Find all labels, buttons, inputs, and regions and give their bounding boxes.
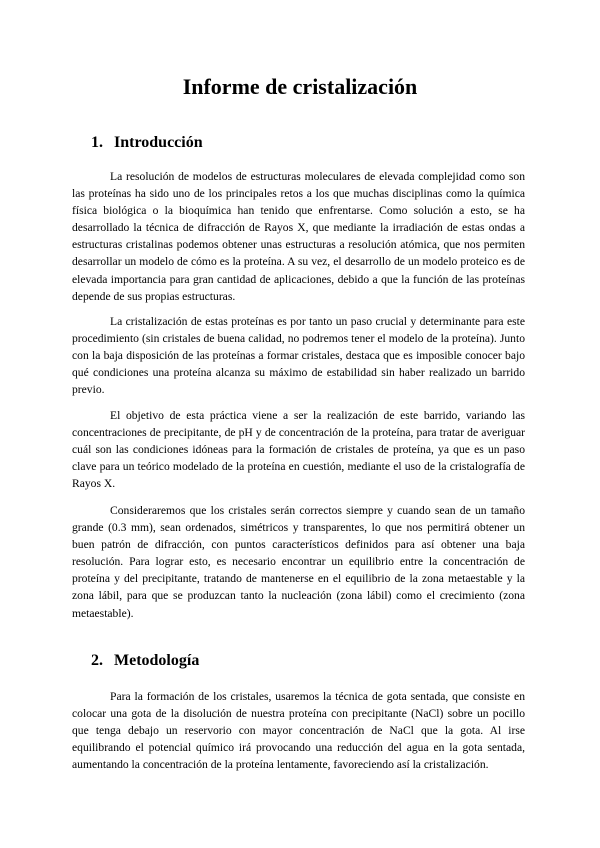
paragraph: El objetivo de esta práctica viene a ser la realización de este barrido, variando las concentraciones de precipitante, de pH y de concentración de la proteína, para tratar de averiguar cuál son las condiciones idóneas para la formación de cristales de proteína, ya que es un paso clave para un teórico modelado de la proteína en cuestión, mediante el uso de la cristalografía de Rayos X. bbox=[72, 409, 525, 491]
section-number: 1. bbox=[91, 134, 103, 151]
section-number: 2. bbox=[91, 652, 103, 669]
paragraph: La cristalización de estas proteínas es por tanto un paso crucial y determinante para este procedimiento (sin cristales de buena calidad, no podremos tener el modelo de la proteína). Junto con la baja disposición de las proteínas a formar cristales, destaca que es imposible conocer bajo qué condiciones una proteína alcanza su máximo de estabilidad sin haber realizado un barrido previo. bbox=[72, 315, 525, 397]
paragraph: Para la formación de los cristales, usaremos la técnica de gota sentada, que consiste en colocar una gota de la disolución de nuestra proteína con precipitante (NaCl) sobre un pocillo que tenga debajo un reservorio con mayor concentración de NaCl que la gota. Al irse equilibrando el potencial químico irá provocando una reducción del agua en la gota sentada, aumentando la concentración de la proteína lentamente, favoreciendo así la cristalización. bbox=[72, 690, 525, 772]
section-title: Introducción bbox=[114, 134, 203, 151]
section-title: Metodología bbox=[114, 652, 200, 669]
document-title: Informe de cristalización bbox=[182, 74, 418, 99]
section-heading-metodologia bbox=[91, 651, 199, 671]
paragraph: Consideraremos que los cristales serán correctos siempre y cuando sean de un tamaño grande (0.3 mm), sean ordenados, simétricos y transparentes, lo que nos permitirá obtener un buen patrón de difracción, con puntos característicos definidos para así obtener una baja resolución. Para lograr esto, es necesario encontrar un equilibrio entre la concentración de proteína y del precipitante, tratando de mantenerse en el equilibrio de la zona metaestable y la zona lábil, para que se produzcan tanto la nucleación (zona lábil) como el crecimiento (zona metaestable). bbox=[72, 504, 525, 620]
section-heading-introduccion bbox=[91, 133, 203, 153]
paragraph: La resolución de modelos de estructuras moleculares de elevada complejidad como son las proteínas ha sido uno de los principales retos a los que muchas disciplinas como la química física biológica o la bioquímica han tenido que enfrentarse. Como solución a esto, se ha desarrollado la técnica de difracción de Rayos X, que mediante la irradiación de estas ondas a estructuras cristalinas podemos obtener unas estructuras a resolución atómica, que nos permiten desarrollar un modelo de cómo es la proteína. A su vez, el desarrollo de un modelo proteico es de elevada importancia para gran cantidad de aplicaciones, debido a que la función de las proteínas depende de sus propias estructuras. bbox=[72, 170, 525, 303]
